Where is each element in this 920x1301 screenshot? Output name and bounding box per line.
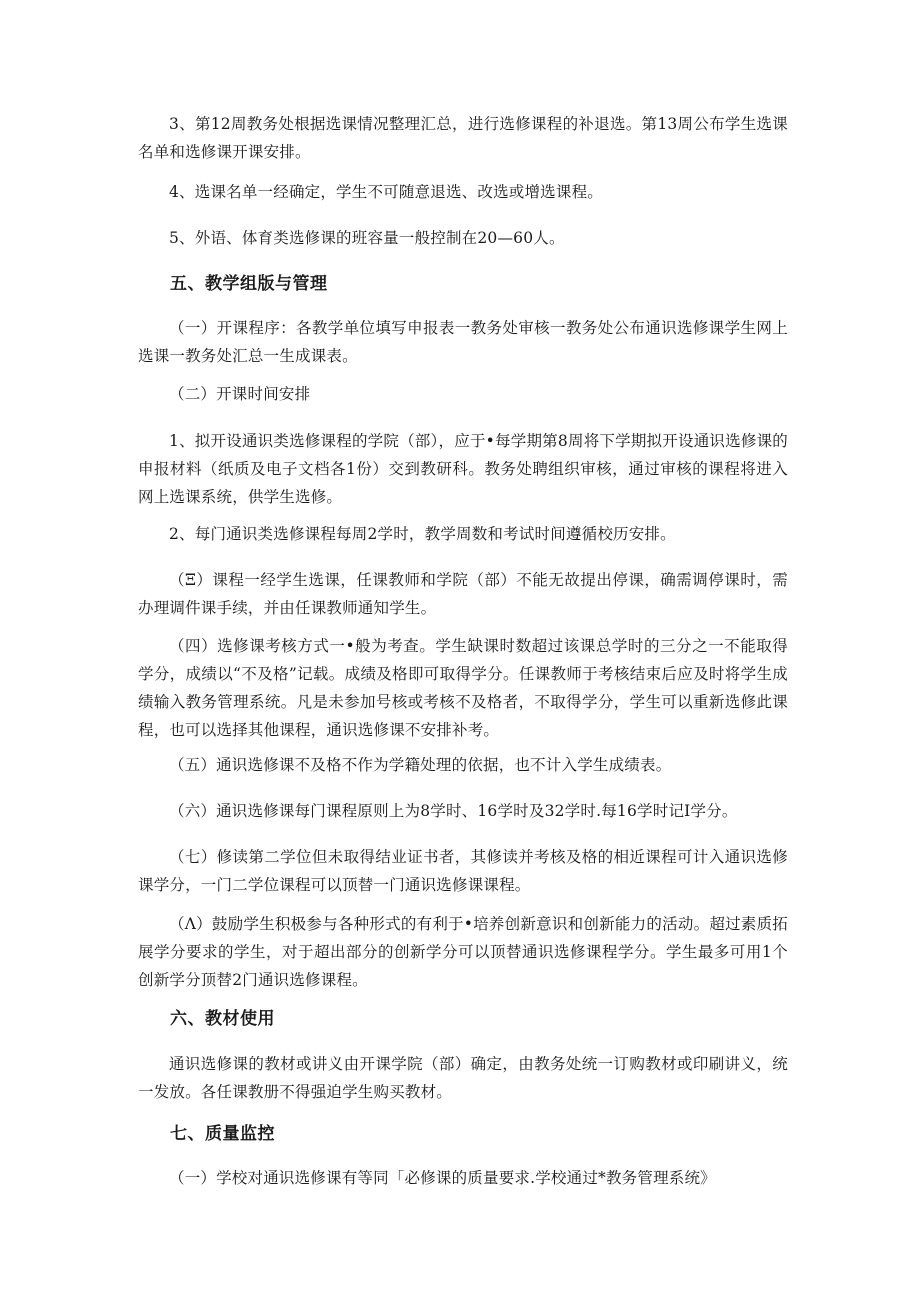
- paragraph-textbooks: 通识选修课的教材或讲义由开课学院（部）确定，由教务处统一订购教材或印刷讲义，统一发放。各任课教册不得强迫学生购买教材。: [138, 1055, 788, 1101]
- paragraph-item-5: 5、外语、体育类选修课的班容量一般控制在20—60人。: [169, 229, 565, 247]
- section-heading-6: 六、教材使用: [170, 1009, 275, 1029]
- section-heading-7: 七、质量监控: [170, 1124, 275, 1144]
- paragraph-fail-policy: （五）通识选修课不及格不作为学籍处理的依据，也不计入学生成绩表。: [169, 756, 672, 774]
- paragraph-quality: （一）学校对通识选修课有等同「必修课的质量要求.学校通过*教务管理系统》: [169, 1169, 716, 1187]
- paragraph-no-cancel: （Ξ）课程一经学生选课，任课教师和学院（部）不能无故提出停课，确需调停课时，需办理调件课手续，并由任课教师通知学生。: [138, 571, 788, 617]
- paragraph-course-procedure: （一）开课程序：各教学单位填写申报表一教务处审核一教务处公布通识选修课学生网上选课一教务处汇总一生成课表。: [138, 319, 788, 365]
- paragraph-credit-hours: （六）通识选修课每门课程原则上为8学时、16学时及32学时.每16学时记I学分。: [169, 802, 738, 820]
- paragraph-innovation: （Λ）鼓励学生积极参与各种形式的有利于•培养创新意识和创新能力的活动。超过素质拓展学分要求的学生，对于超出部分的创新学分可以顶替通识选修课程学分。学生最多可用1个创新学分顶替2门通识选修课程。: [138, 915, 788, 989]
- paragraph-schedule-title: （二）开课时间安排: [169, 385, 311, 403]
- paragraph-item-3: 3、第12周教务处根据选课情况整理汇总，进行选修课程的补退选。第13周公布学生选课名单和选修课开课安排。: [138, 115, 788, 161]
- paragraph-assessment: （四）选修课考核方式一•般为考查。学生缺课时数超过该课总学时的三分之一不能取得学分，成绩以“不及格”记载。成绩及格即可取得学分。任课教师于考核结束后应及时将学生成绩输入教务管理系统。凡是未参加号核或考核不及格者，不取得学分，学生可以重新选修此课程，也可以选择其他课程，通识选修课不安排补考。: [138, 637, 788, 739]
- paragraph-second-degree: （七）修读第二学位但未取得结业证书者，其修读并考核及格的相近课程可计入通识选修课学分，一门二学位课程可以顶替一门通识选修课课程。: [138, 848, 788, 894]
- section-heading-5: 五、教学组版与管理: [170, 274, 328, 294]
- paragraph-item-4: 4、选课名单一经确定，学生不可随意退选、改选或增选课程。: [169, 183, 603, 201]
- paragraph-schedule-2: 2、每门通识类选修课程每周2学时，教学周数和考试时间遵循校历安排。: [169, 525, 676, 543]
- paragraph-schedule-1: 1、拟开设通识类选修课程的学院（部），应于•每学期第8周将下学期拟开设通识选修课的申报材料（纸质及电子文档各1份）交到教研科。教务处聘组织审核，通过审核的课程将进入网上选课系统，供学生选修。: [138, 432, 788, 506]
